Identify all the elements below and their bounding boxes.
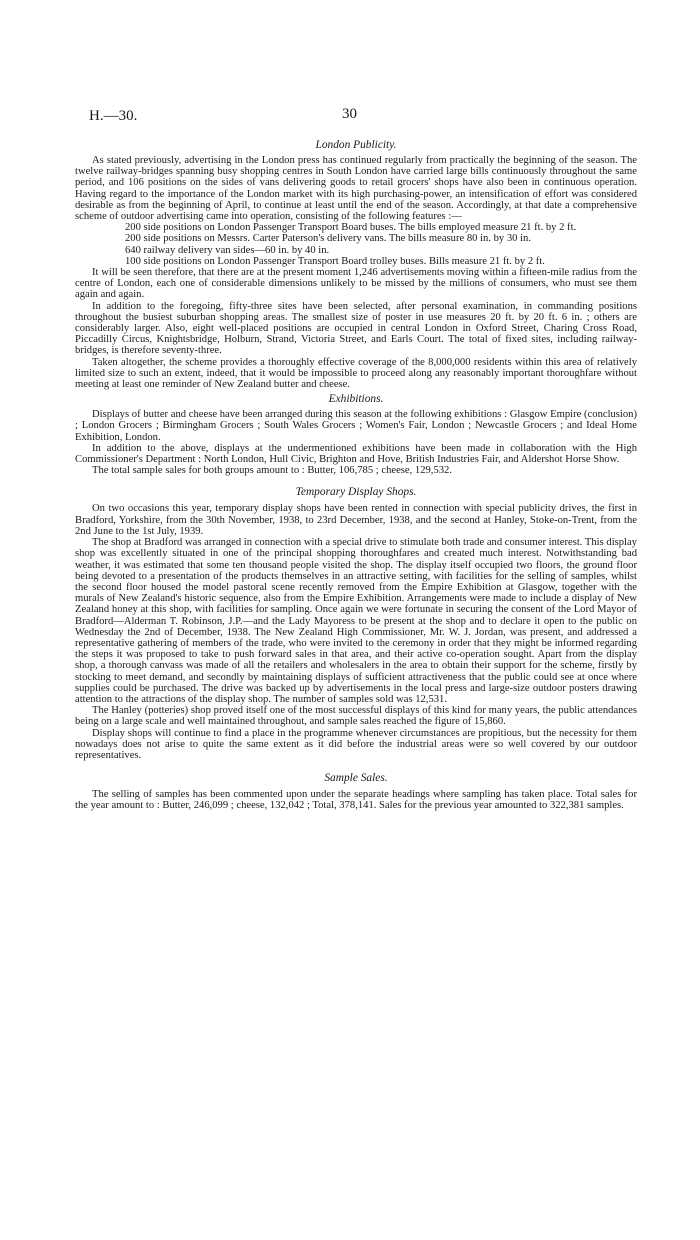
paragraph: In addition to the foregoing, fifty-three sites have been selected, after personal examination, in commanding positions throughout the busiest suburban shopping areas. The smallest size of poster in use measures 20 ft. by 20 ft. 6 in. ; others are considerably larger. Also, eight well-placed positions are occupied in central London in Oxford Street, Charing Cross Road, Piccadilly Circus, Knightsbridge, Holburn, Strand, Victoria Street, and Earls Court. The total of fixed sites, including railway-bridges, is therefore seventy-three. [75, 300, 637, 357]
paragraph: As stated previously, advertising in the London press has continued regularly from practically the beginning of the season. The twelve railway-bridges spanning busy shopping centres in South London have carried large bills continuously throughout the same period, and 106 positions on the sides of vans delivering goods to retail grocers' shops have also been in continuous operation. Having regard to the importance of the London market with its high purchasing-power, an intensification of effort was considered desirable as from the beginning of April, to continue at least until the end of the season. Accordingly, at that date a comprehensive scheme of outdoor advertising came into operation, consisting of the following features :— [75, 155, 637, 223]
paragraph: The Hanley (potteries) shop proved itself one of the most successful displays of this kind for many years, the public attendances being on a large scale and well maintained throughout, and sample sales reached the figure of 15,860. [75, 705, 637, 728]
paragraph: In addition to the above, displays at the undermentioned exhibitions have been made in collaboration with the High Commissioner's Department : North London, Hull Civic, Brighton and Hove, British Industries Fair, and Aldershot Horse Show. [75, 442, 637, 466]
page-header [75, 106, 637, 126]
paragraph: On two occasions this year, temporary display shops have been rented in connection with special publicity drives, the first in Bradford, Yorkshire, from the 30th November, 1938, to 23rd December, 1938, and the second at Hanley, Stoke-on-Trent, from the 2nd June to the 1st July, 1939. [75, 503, 637, 537]
section-heading-sample-sales: Sample Sales. [324, 772, 388, 785]
paragraph: It will be seen therefore, that there are at the present moment 1,246 advertisements moving within a fifteen-mile radius from the centre of London, each one of considerable dimensions unlikely to be missed by the millions of consumers, who must see them again and again. [75, 267, 637, 301]
section-heading-london-publicity: London Publicity. [315, 139, 397, 151]
paragraph: Displays of butter and cheese have been arranged during this season at the following exhibitions : Glasgow Empire (conclusion) ; London Grocers ; Birmingham Grocers ; South Wales Grocers ; Women's Fair, London ; Newcastle Grocers ; and Ideal Home Exhibition, London. [75, 409, 637, 443]
list-item: 640 railway delivery van sides—60 in. by 40 in. [125, 244, 330, 256]
paragraph: The selling of samples has been commented upon under the separate headings where sampling has taken place. Total sales for the year amount to : Butter, 246,099 ; cheese, 132,042 ; Total, 378,141. Sales for the previous year amounted to 322,381 samples. [75, 789, 637, 812]
section-heading-exhibitions: Exhibitions. [328, 393, 384, 406]
paragraph: Display shops will continue to find a place in the programme whenever circumstances are propitious, but the necessity for them nowadays does not arise to quite the same extent as it did before the industrial areas were so well covered by our outdoor representatives. [75, 727, 637, 761]
list-item: 200 side positions on London Passenger Transport Board buses. The bills employed measure 21 ft. by 2 ft. [125, 222, 577, 234]
paragraph: Taken altogether, the scheme provides a thoroughly effective coverage of the 8,000,000 residents within this area of relatively limited size to such an extent, indeed, that it would be impossible to proceed along any reasonably important thoroughfare without meeting at least one reminder of New Zealand butter and cheese. [75, 356, 637, 391]
document-page [75, 106, 637, 812]
features-list [75, 222, 637, 267]
page-number: 30 [342, 106, 357, 122]
list-item: 200 side positions on Messrs. Carter Paterson's delivery vans. The bills measure 80 in. by 30 in. [125, 233, 531, 245]
list-item: 100 side positions on London Passenger Transport Board trolley buses. Bills measure 21 ft. by 2 ft. [125, 255, 545, 267]
document-code: H.—30. [89, 108, 138, 124]
paragraph: The total sample sales for both groups amount to : Butter, 106,785 ; cheese, 129,532. [92, 465, 452, 477]
paragraph: The shop at Bradford was arranged in connection with a special drive to stimulate both trade and consumer interest. This display shop was excellently situated in one of the principal shopping thoroughfares and created much interest. Notwithstanding bad weather, it was estimated that some ten thousand people visited the shop. The display itself occupied two floors, the ground floor being devoted to a presentation of the products themselves in an attractive setting, with facilities for the selling of samples, whilst the second floor housed the model pastoral scene recently removed from the Empire Exhibition at Glasgow, together with the murals of New Zealand's historic sequence, also from the Empire Exhibition. Arrangements were made to include a display of New Zealand honey at this shop, with facilities for sampling. Once again we were fortunate in securing the consent of the Lord Mayor of Bradford—Alderman T. Robinson, J.P.—and the Lady Mayoress to be present at the shop and to declare it open to the public on Wednesday the 2nd of December, 1938. The New Zealand High Commissioner, Mr. W. J. Jordan, was present, and addressed a representative gathering of members of the trade, who were invited to the ceremony in order that they might be informed regarding the steps it was proposed to take to push forward sales in that area, and their active co-operation sought. Apart from the display shop, a thorough canvass was made of all the retailers and wholesalers in the area to obtain their support for the scheme, firstly by stocking to meet demand, and secondly by maintaining displays of sufficient attractiveness that the public could see at once where supplies could be purchased. The drive was backed up by advertisements in the local press and large-size outdoor posters drawing attention to the attractions of the display shop. The number of samples sold was 12,531. [75, 537, 637, 705]
section-heading-temporary-display-shops: Temporary Display Shops. [295, 486, 417, 499]
